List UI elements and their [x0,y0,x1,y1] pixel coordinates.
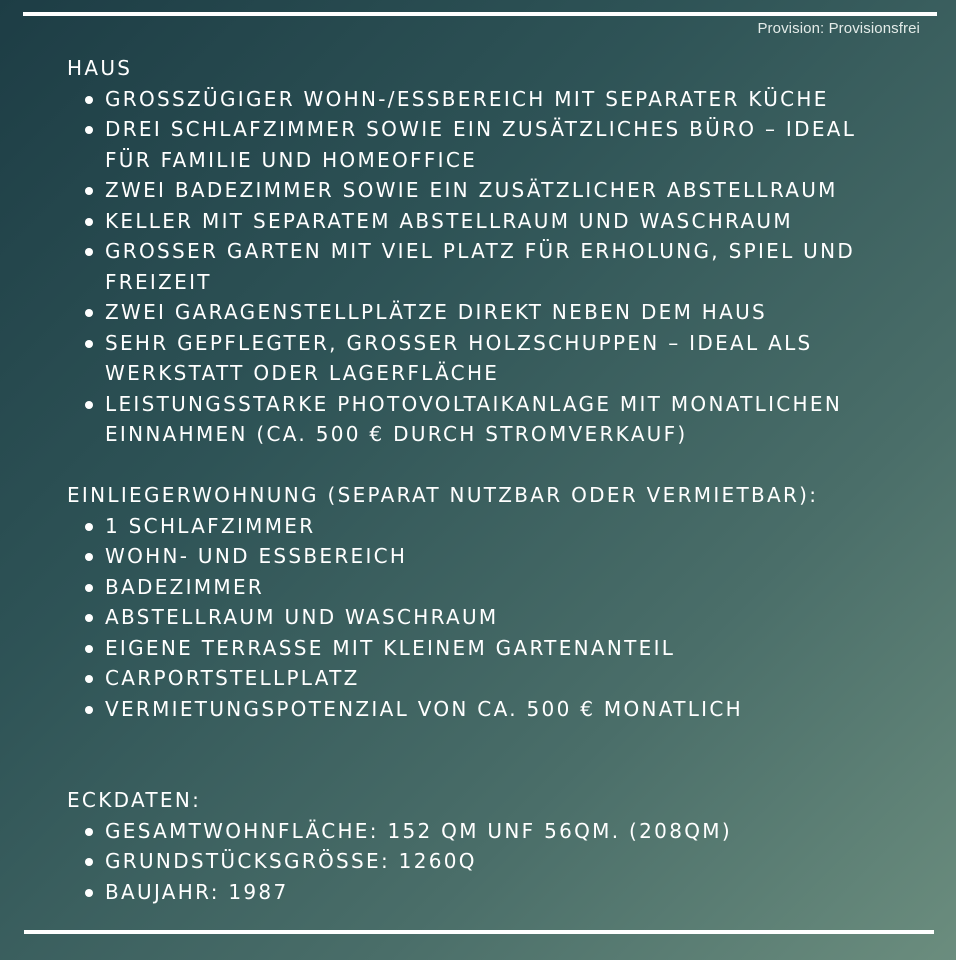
list-item [105,236,937,297]
list-item: GESAMTWOHNFLÄCHE: 152 QM UNF 56QM. (208QM) [105,816,937,847]
provision-label: Provision: Provisionsfrei [757,20,920,37]
list-item-line: DREI SCHLAFZIMMER SOWIE EIN ZUSÄTZLICHES BÜRO – IDEAL [105,117,857,141]
section-title-eckdaten: ECKDATEN: [67,788,202,812]
list-item-line: GROSSER GARTEN MIT VIEL PLATZ FÜR ERHOLUNG, SPIEL UND [105,239,856,263]
list-item: EIGENE TERRASSE MIT KLEINEM GARTENANTEIL [105,633,937,664]
list-item-line: LEISTUNGSSTARKE PHOTOVOLTAIKANLAGE MIT MONATLICHEN [105,391,843,416]
list-item: 1 SCHLAFZIMMER [105,511,937,542]
list-item-line: FÜR FAMILIE UND HOMEOFFICE [105,147,478,172]
list-item: ZWEI BADEZIMMER SOWIE EIN ZUSÄTZLICHER ABSTELLRAUM [105,175,937,206]
top-divider [23,12,937,16]
list-item [105,389,937,450]
listing-details [67,53,937,907]
list-item-line: EINNAHMEN (CA. 500 € DURCH STROMVERKAUF) [105,422,688,446]
einlieger-feature-list [67,511,937,725]
list-item [105,328,937,389]
list-item: GROSSZÜGIGER WOHN-/ESSBEREICH MIT SEPARATER KÜCHE [105,84,937,115]
list-item: CARPORTSTELLPLATZ [105,663,937,694]
haus-feature-list [67,84,937,450]
list-item: ABSTELLRAUM UND WASCHRAUM [105,602,937,633]
section-title-einliegerwohnung: EINLIEGERWOHNUNG (SEPARAT NUTZBAR ODER VERMIETBAR): [67,483,819,507]
list-item-line: WERKSTATT ODER LAGERFLÄCHE [105,361,500,385]
eckdaten-list [67,816,937,908]
list-item: KELLER MIT SEPARATEM ABSTELLRAUM UND WASCHRAUM [105,206,937,237]
list-item: VERMIETUNGSPOTENZIAL VON CA. 500 € MONATLICH [105,694,937,725]
list-item: WOHN- UND ESSBEREICH [105,541,937,572]
list-item-line: SEHR GEPFLEGTER, GROSSER HOLZSCHUPPEN – IDEAL ALS [105,330,813,355]
list-item-line: FREIZEIT [105,269,212,294]
list-item [105,114,937,175]
list-item: GRUNDSTÜCKSGRÖSSE: 1260Q [105,846,937,877]
bottom-divider [24,930,934,934]
list-item: ZWEI GARAGENSTELLPLÄTZE DIREKT NEBEN DEM HAUS [105,297,937,328]
list-item: BADEZIMMER [105,572,937,603]
list-item: BAUJAHR: 1987 [105,877,937,908]
section-title-haus: HAUS [67,56,133,80]
